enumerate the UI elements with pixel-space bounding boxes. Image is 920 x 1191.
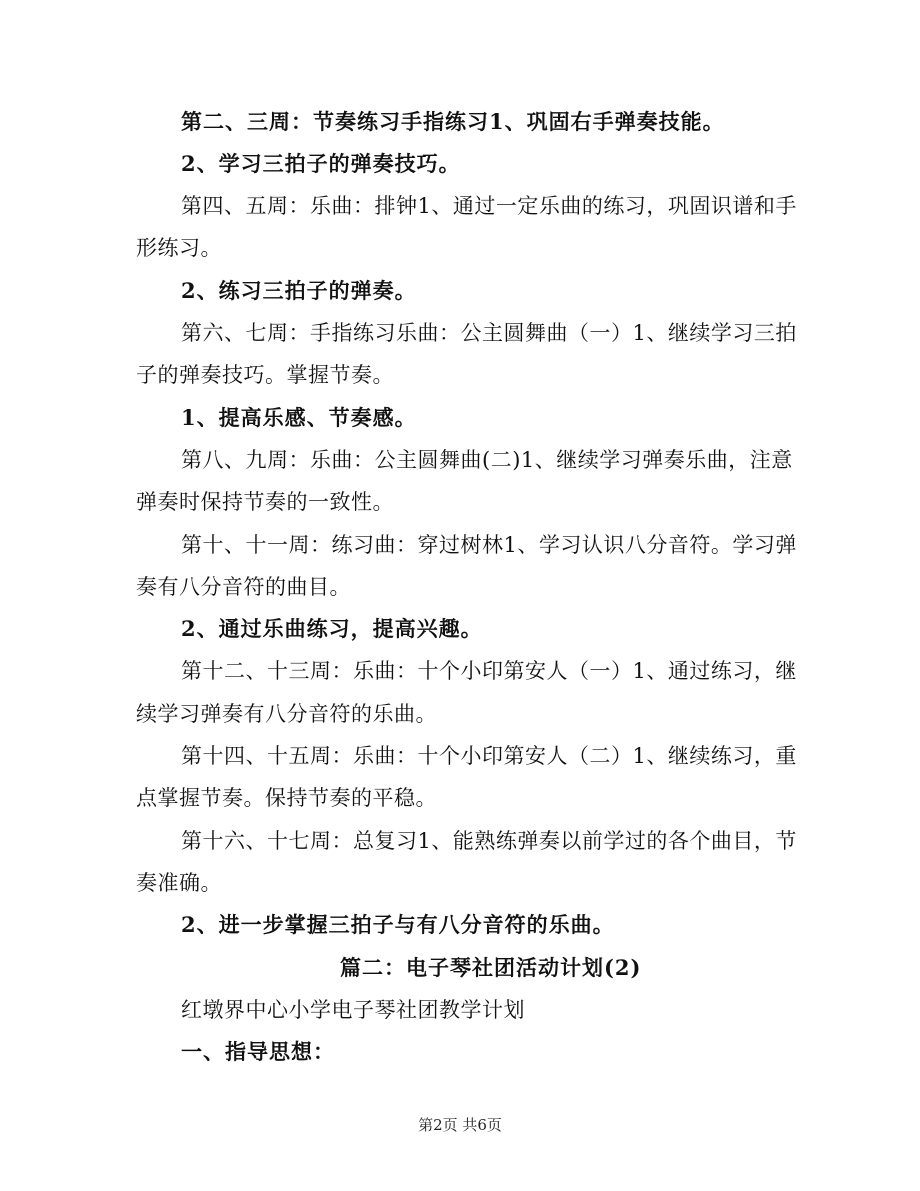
paragraph-week6-7: 第六、七周：手指练习乐曲：公主圆舞曲（一）1、继续学习三拍 [181,321,797,345]
paragraph-musicality: 1、提高乐感、节奏感。 [181,405,417,430]
paragraph-week16-17-cont: 奏准确。 [136,871,222,895]
paragraph-week10-11: 第十、十一周：练习曲：穿过树林1、学习认识八分音符。学习弹 [181,533,797,557]
paragraph-week12-13-cont: 续学习弹奏有八分音符的乐曲。 [136,702,437,726]
paragraph-week14-15: 第十四、十五周：乐曲：十个小印第安人（二）1、继续练习，重 [181,744,797,768]
guiding-ideology-heading: 一、指导思想： [181,1039,335,1064]
paragraph-interest: 2、通过乐曲练习，提高兴趣。 [181,616,483,641]
paragraph-further-mastery: 2、进一步掌握三拍子与有八分音符的乐曲。 [181,912,615,937]
paragraph-week2-3: 第二、三周：节奏练习手指练习1、巩固右手弹奏技能。 [181,109,725,134]
paragraph-practice-triple-meter: 2、练习三拍子的弹奏。 [181,278,417,303]
plan-subtitle: 红墩界中心小学电子琴社团教学计划 [181,998,525,1022]
paragraph-week4-5: 第四、五周：乐曲：排钟1、通过一定乐曲的练习，巩固识谱和手 [181,194,797,218]
page-number-footer: 第2页 共6页 [418,1116,502,1134]
paragraph-week4-5-cont: 形练习。 [136,236,222,260]
paragraph-week12-13: 第十二、十三周：乐曲：十个小印第安人（一）1、通过练习，继 [181,659,797,683]
paragraph-week8-9: 第八、九周：乐曲：公主圆舞曲(二)1、继续学习弹奏乐曲，注意 [181,448,793,472]
paragraph-week10-11-cont: 奏有八分音符的曲目。 [136,575,351,599]
paragraph-week6-7-cont: 子的弹奏技巧。掌握节奏。 [136,363,394,387]
section-heading: 篇二：电子琴社团活动计划(2) [340,955,642,980]
paragraph-triple-meter-skills: 2、学习三拍子的弹奏技巧。 [181,151,461,176]
paragraph-week16-17: 第十六、十七周：总复习1、能熟练弹奏以前学过的各个曲目，节 [181,829,797,853]
paragraph-week14-15-cont: 点掌握节奏。保持节奏的平稳。 [136,786,437,810]
paragraph-week8-9-cont: 弹奏时保持节奏的一致性。 [136,490,394,514]
